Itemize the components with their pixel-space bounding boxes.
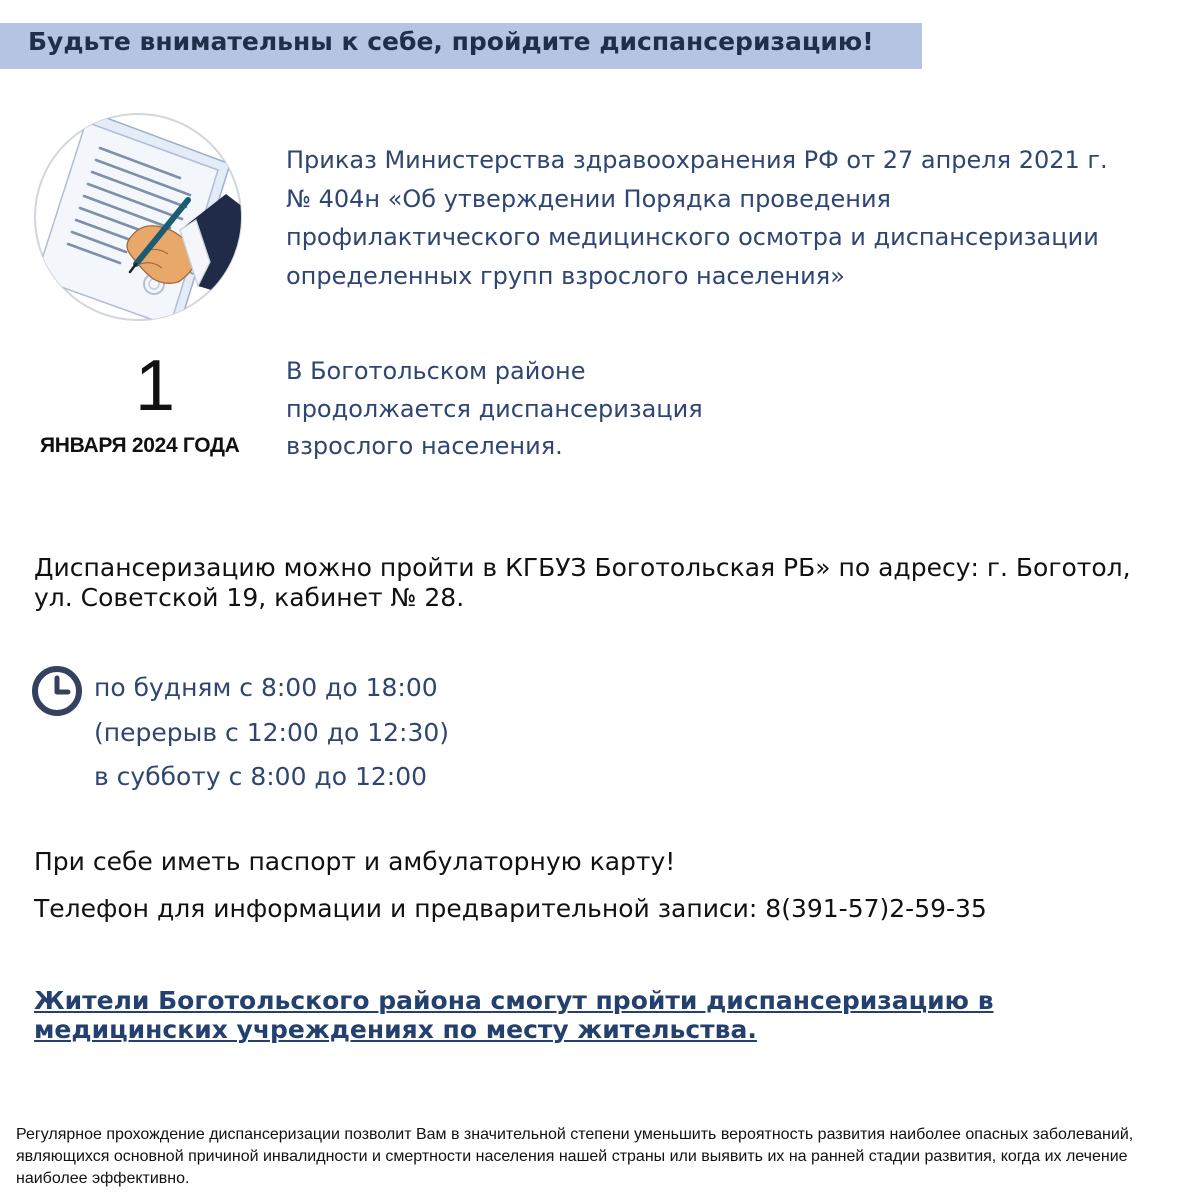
order-reference <box>286 141 1166 295</box>
order-line: № 404н «Об утверждении Порядка проведения <box>286 184 891 213</box>
clock-icon <box>30 664 84 718</box>
residents-link[interactable]: Жители Боготольского района смогут пройти диспансеризацию в медицинских учреждениях по месту жительства. <box>34 986 994 1044</box>
district-line: взрослого населения. <box>286 432 563 460</box>
schedule-break: (перерыв с 12:00 до 12:30) <box>94 717 450 747</box>
header-banner <box>0 23 922 69</box>
district-announcement <box>286 353 846 466</box>
phone-info: Телефон для информации и предварительной записи: 8(391-57)2-59-35 <box>34 894 987 923</box>
district-line: В Боготольском районе <box>286 357 586 385</box>
date-number: 1 <box>134 346 176 426</box>
page-title: Будьте внимательны к себе, пройдите диспансеризацию! <box>28 27 874 56</box>
order-line: Приказ Министерства здравоохранения РФ от 27 апреля 2021 г. <box>286 146 1108 174</box>
schedule-saturday: в субботу с 8:00 до 12:00 <box>94 762 428 791</box>
date-label: ЯНВАРЯ 2024 ГОДА <box>40 434 240 457</box>
working-hours <box>94 666 449 800</box>
order-line: профилактического медицинского осмотра и диспансеризации <box>286 223 1099 251</box>
footnote: Регулярное прохождение диспансеризации позволит Вам в значительной степени уменьшить вероятность развития наиболее опасных заболеваний, являющихся основной причиной инвалидности и смертности населения нашей страны или выявить их на ранней стадии развития, когда их лечение наиболее эффективно. <box>16 1126 1134 1187</box>
address-info: Диспансеризацию можно пройти в КГБУЗ Боготольская РБ» по адресу: г. Боготол, ул. Советской 19, кабинет № 28. <box>34 553 1131 612</box>
schedule-weekdays: по будням с 8:00 до 18:00 <box>94 673 438 702</box>
bring-documents-note: При себе иметь паспорт и амбулаторную карту! <box>34 847 676 876</box>
order-line: определенных групп взрослого населения» <box>286 261 845 290</box>
document-signing-illustration <box>30 112 246 322</box>
district-line: продолжается диспансеризация <box>286 394 703 423</box>
